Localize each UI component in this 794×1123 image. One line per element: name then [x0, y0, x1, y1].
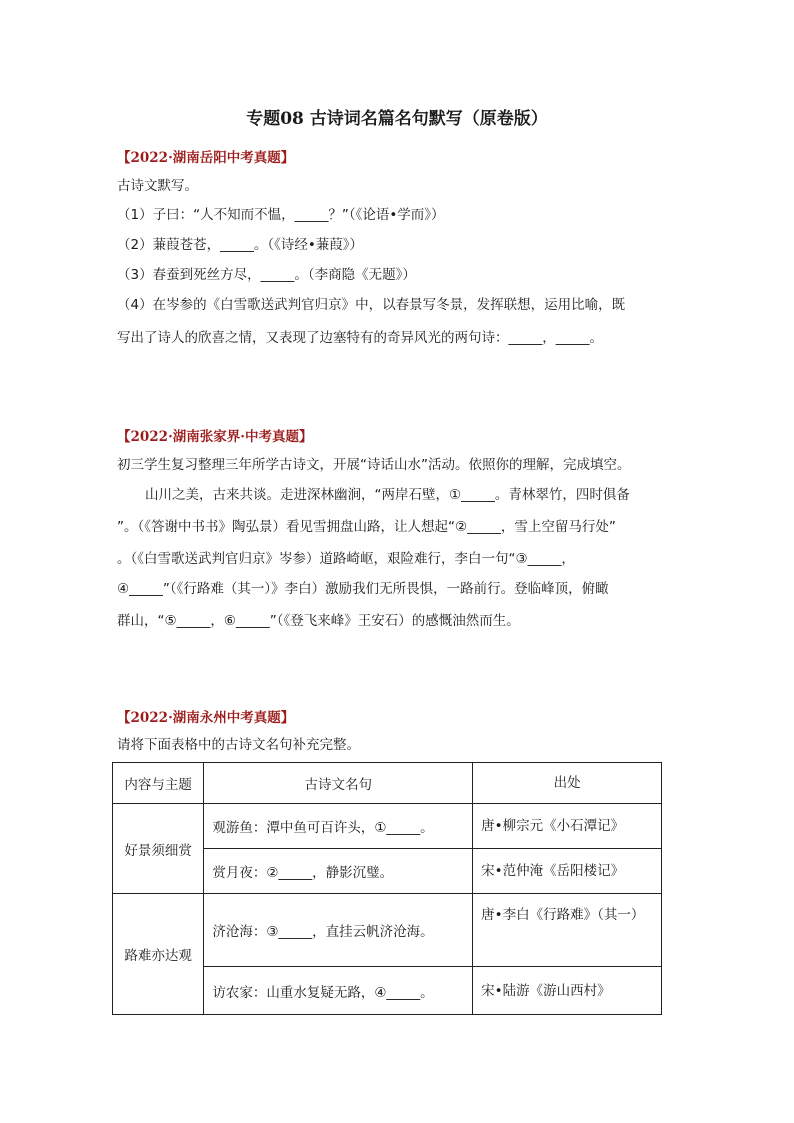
table-instruction: 请将下面表格中的古诗文名句补充完整。: [117, 737, 360, 753]
question-item-4-cont: 写出了诗人的欣喜之情，又表现了边塞特有的奇异风光的两句诗：_____，_____。: [117, 330, 603, 346]
header-theme: 内容与主题: [113, 763, 204, 804]
source-cell: 宋•陆游《游山西村》: [473, 967, 662, 1015]
line-cell: 济沧海：③_____，直挂云帆济沧海。: [204, 894, 473, 967]
question-item-1: （1）子曰：“人不知而不愠，_____？”（《论语•学而》）: [117, 207, 445, 223]
question-item-2: （2）蒹葭苍苍，_____。（《诗经•蒹葭》）: [117, 237, 364, 253]
source-cell: 宋•范仲淹《岳阳楼记》: [473, 849, 662, 894]
header-source: 出处: [473, 763, 662, 804]
passage-intro: 初三学生复习整理三年所学古诗文，开展“诗话山水”活动。依照你的理解，完成填空。: [117, 457, 631, 473]
theme-cell: 路难亦达观: [113, 894, 204, 1015]
question-intro: 古诗文默写。: [117, 178, 198, 194]
question-item-4: （4）在岑参的《白雪歌送武判官归京》中，以春景写冬景，发挥联想，运用比喻，既: [117, 297, 626, 313]
source-cell: 唐•柳宗元《小石潭记》: [473, 804, 662, 849]
source-cell: 唐•李白《行路难》（其一）: [473, 894, 662, 967]
line-cell: 观游鱼：潭中鱼可百许头，①_____。: [204, 804, 473, 849]
theme-cell: 好景须细赏: [113, 804, 204, 894]
section-tag-yueyang: 【2022·湖南岳阳中考真题】: [117, 150, 295, 166]
passage-line-4: ④_____”（《行路难（其一）》李白）激励我们无所畏惧，一路前行。登临峰顶，俯瞰: [117, 581, 609, 597]
table-row: [113, 804, 662, 849]
section-tag-yongzhou: 【2022·湖南永州中考真题】: [117, 710, 295, 726]
passage-line-2: ”。（《答谢中书书》陶弘景）看见雪拥盘山路，让人想起“②_____，雪上空留马行处”: [117, 519, 616, 535]
table-row: [113, 894, 662, 967]
section-tag-zhangjiajie: 【2022·湖南张家界·中考真题】: [117, 429, 313, 445]
line-cell: 赏月夜：②_____，静影沉璧。: [204, 849, 473, 894]
page-title: 专题08 古诗词名篇名句默写（原卷版）: [246, 109, 548, 129]
passage-line-3: 。（《白雪歌送武判官归京》岑参）道路崎岖，艰险难行，李白一句“③_____，: [117, 551, 575, 567]
passage-line-1: 山川之美，古来共谈。走进深林幽涧，“两岸石壁，①_____。青林翠竹，四时俱备: [145, 487, 630, 503]
question-item-3: （3）春蚕到死丝方尽，_____。（李商隐《无题》）: [117, 267, 416, 283]
poem-table: [112, 762, 662, 1015]
line-cell: 访农家：山重水复疑无路，④_____。: [204, 967, 473, 1015]
table-header-row: [113, 763, 662, 804]
passage-line-5: 群山，“⑤_____，⑥_____”（《登飞来峰》王安石）的感慨油然而生。: [117, 613, 520, 629]
header-lines: 古诗文名句: [204, 763, 473, 804]
